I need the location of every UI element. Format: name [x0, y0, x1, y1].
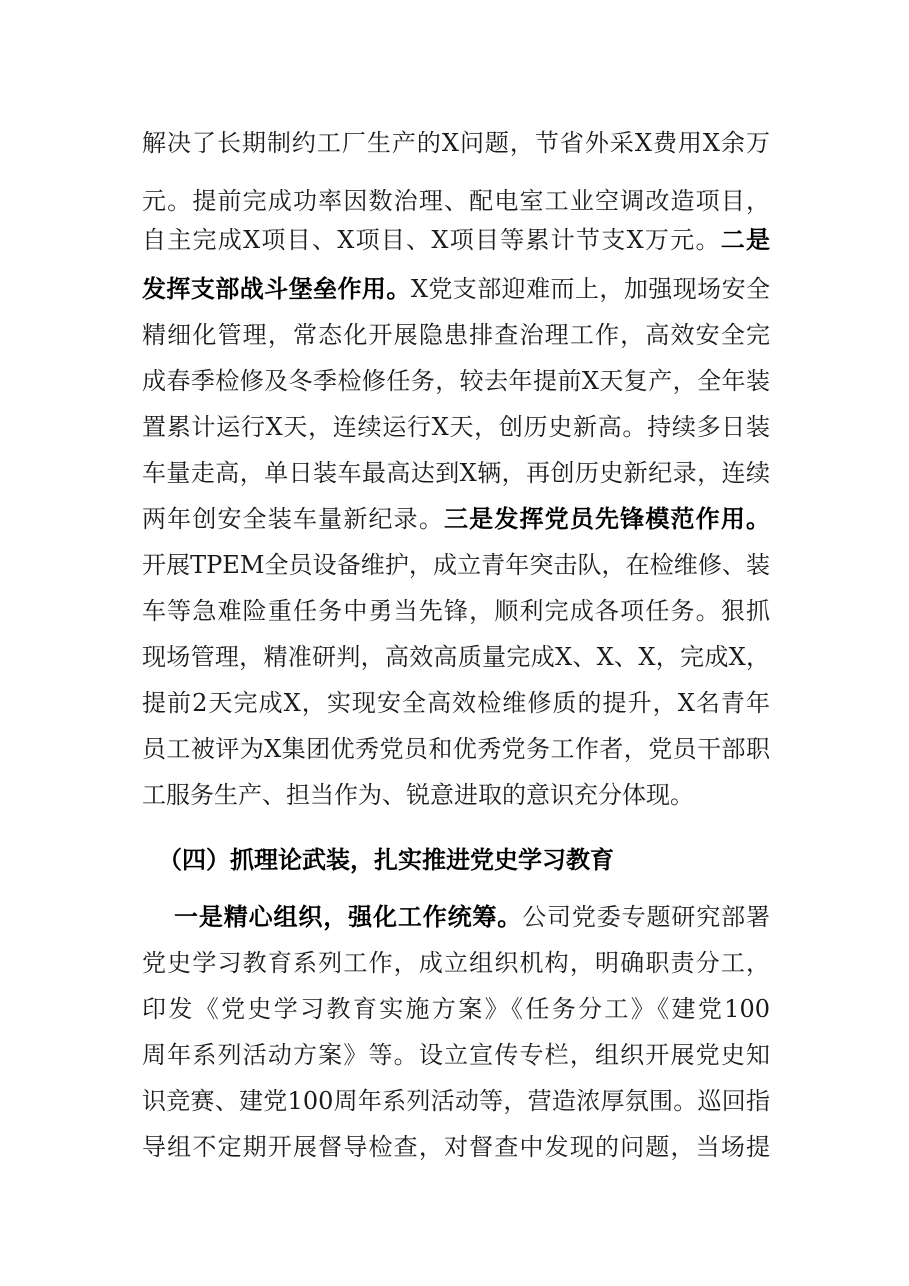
- paragraph-line: 置累计运行X天，连续运行X天，创历史新高。持续多日装: [142, 413, 770, 441]
- paragraph-line: 自主完成X项目、X项目、X项目等累计节支X万元。二是: [142, 225, 771, 254]
- paragraph-line: 解决了长期制约工厂生产的X问题，节省外采X费用X余万: [142, 129, 770, 157]
- paragraph-line: 党史学习教育系列工作，成立组织机构，明确职责分工，: [142, 949, 770, 977]
- bold-lead-text: 二是: [720, 225, 771, 254]
- paragraph-line: 导组不定期开展督导检查，对督查中发现的问题，当场提: [142, 1133, 770, 1161]
- paragraph-line: 识竞赛、建党100周年系列活动等，营造浓厚氛围。巡回指: [142, 1087, 770, 1115]
- paragraph-line: 员工被评为X集团优秀党员和优秀党务工作者，党员干部职: [142, 735, 770, 763]
- bold-lead-text: 发挥支部战斗堡垒作用。: [142, 274, 411, 303]
- paragraph-line: 精细化管理，常态化开展隐患排查治理工作，高效安全完: [142, 321, 770, 349]
- paragraph-line: 工服务生产、担当作为、锐意进取的意识充分体现。: [142, 781, 694, 809]
- bold-lead-text: 一是精心组织，强化工作统筹。: [174, 902, 523, 931]
- paragraph-line: 提前2天完成X，实现安全高效检维修质的提升，X名青年: [142, 689, 770, 717]
- paragraph-line: 一是精心组织，强化工作统筹。公司党委专题研究部署: [174, 902, 771, 931]
- paragraph-line: 成春季检修及冬季检修任务，较去年提前X天复产，全年装: [142, 367, 770, 395]
- paragraph-line: 现场管理，精准研判，高效高质量完成X、X、X，完成X，: [142, 643, 770, 671]
- paragraph-line: 车等急难险重任务中勇当先锋，顺利完成各项任务。狠抓: [142, 597, 770, 625]
- paragraph-line: 车量走高，单日装车最高达到X辆，再创历史新纪录，连续: [142, 459, 770, 487]
- paragraph-line: 印发《党史学习教育实施方案》《任务分工》《建党100: [142, 995, 770, 1023]
- paragraph-line: 元。提前完成功率因数治理、配电室工业空调改造项目，: [142, 187, 770, 215]
- paragraph-line: 开展TPEM全员设备维护，成立青年突击队，在检维修、装: [142, 551, 770, 579]
- paragraph-line: 发挥支部战斗堡垒作用。X党支部迎难而上，加强现场安全: [142, 274, 771, 303]
- paragraph-line: 周年系列活动方案》等。设立宣传专栏，组织开展党史知: [142, 1041, 770, 1069]
- bold-lead-text: 三是发挥党员先锋模范作用。: [444, 504, 770, 533]
- paragraph-line: 两年创安全装车量新纪录。三是发挥党员先锋模范作用。: [142, 504, 770, 533]
- section-heading: （四）抓理论武装，扎实推进党史学习教育: [158, 845, 614, 874]
